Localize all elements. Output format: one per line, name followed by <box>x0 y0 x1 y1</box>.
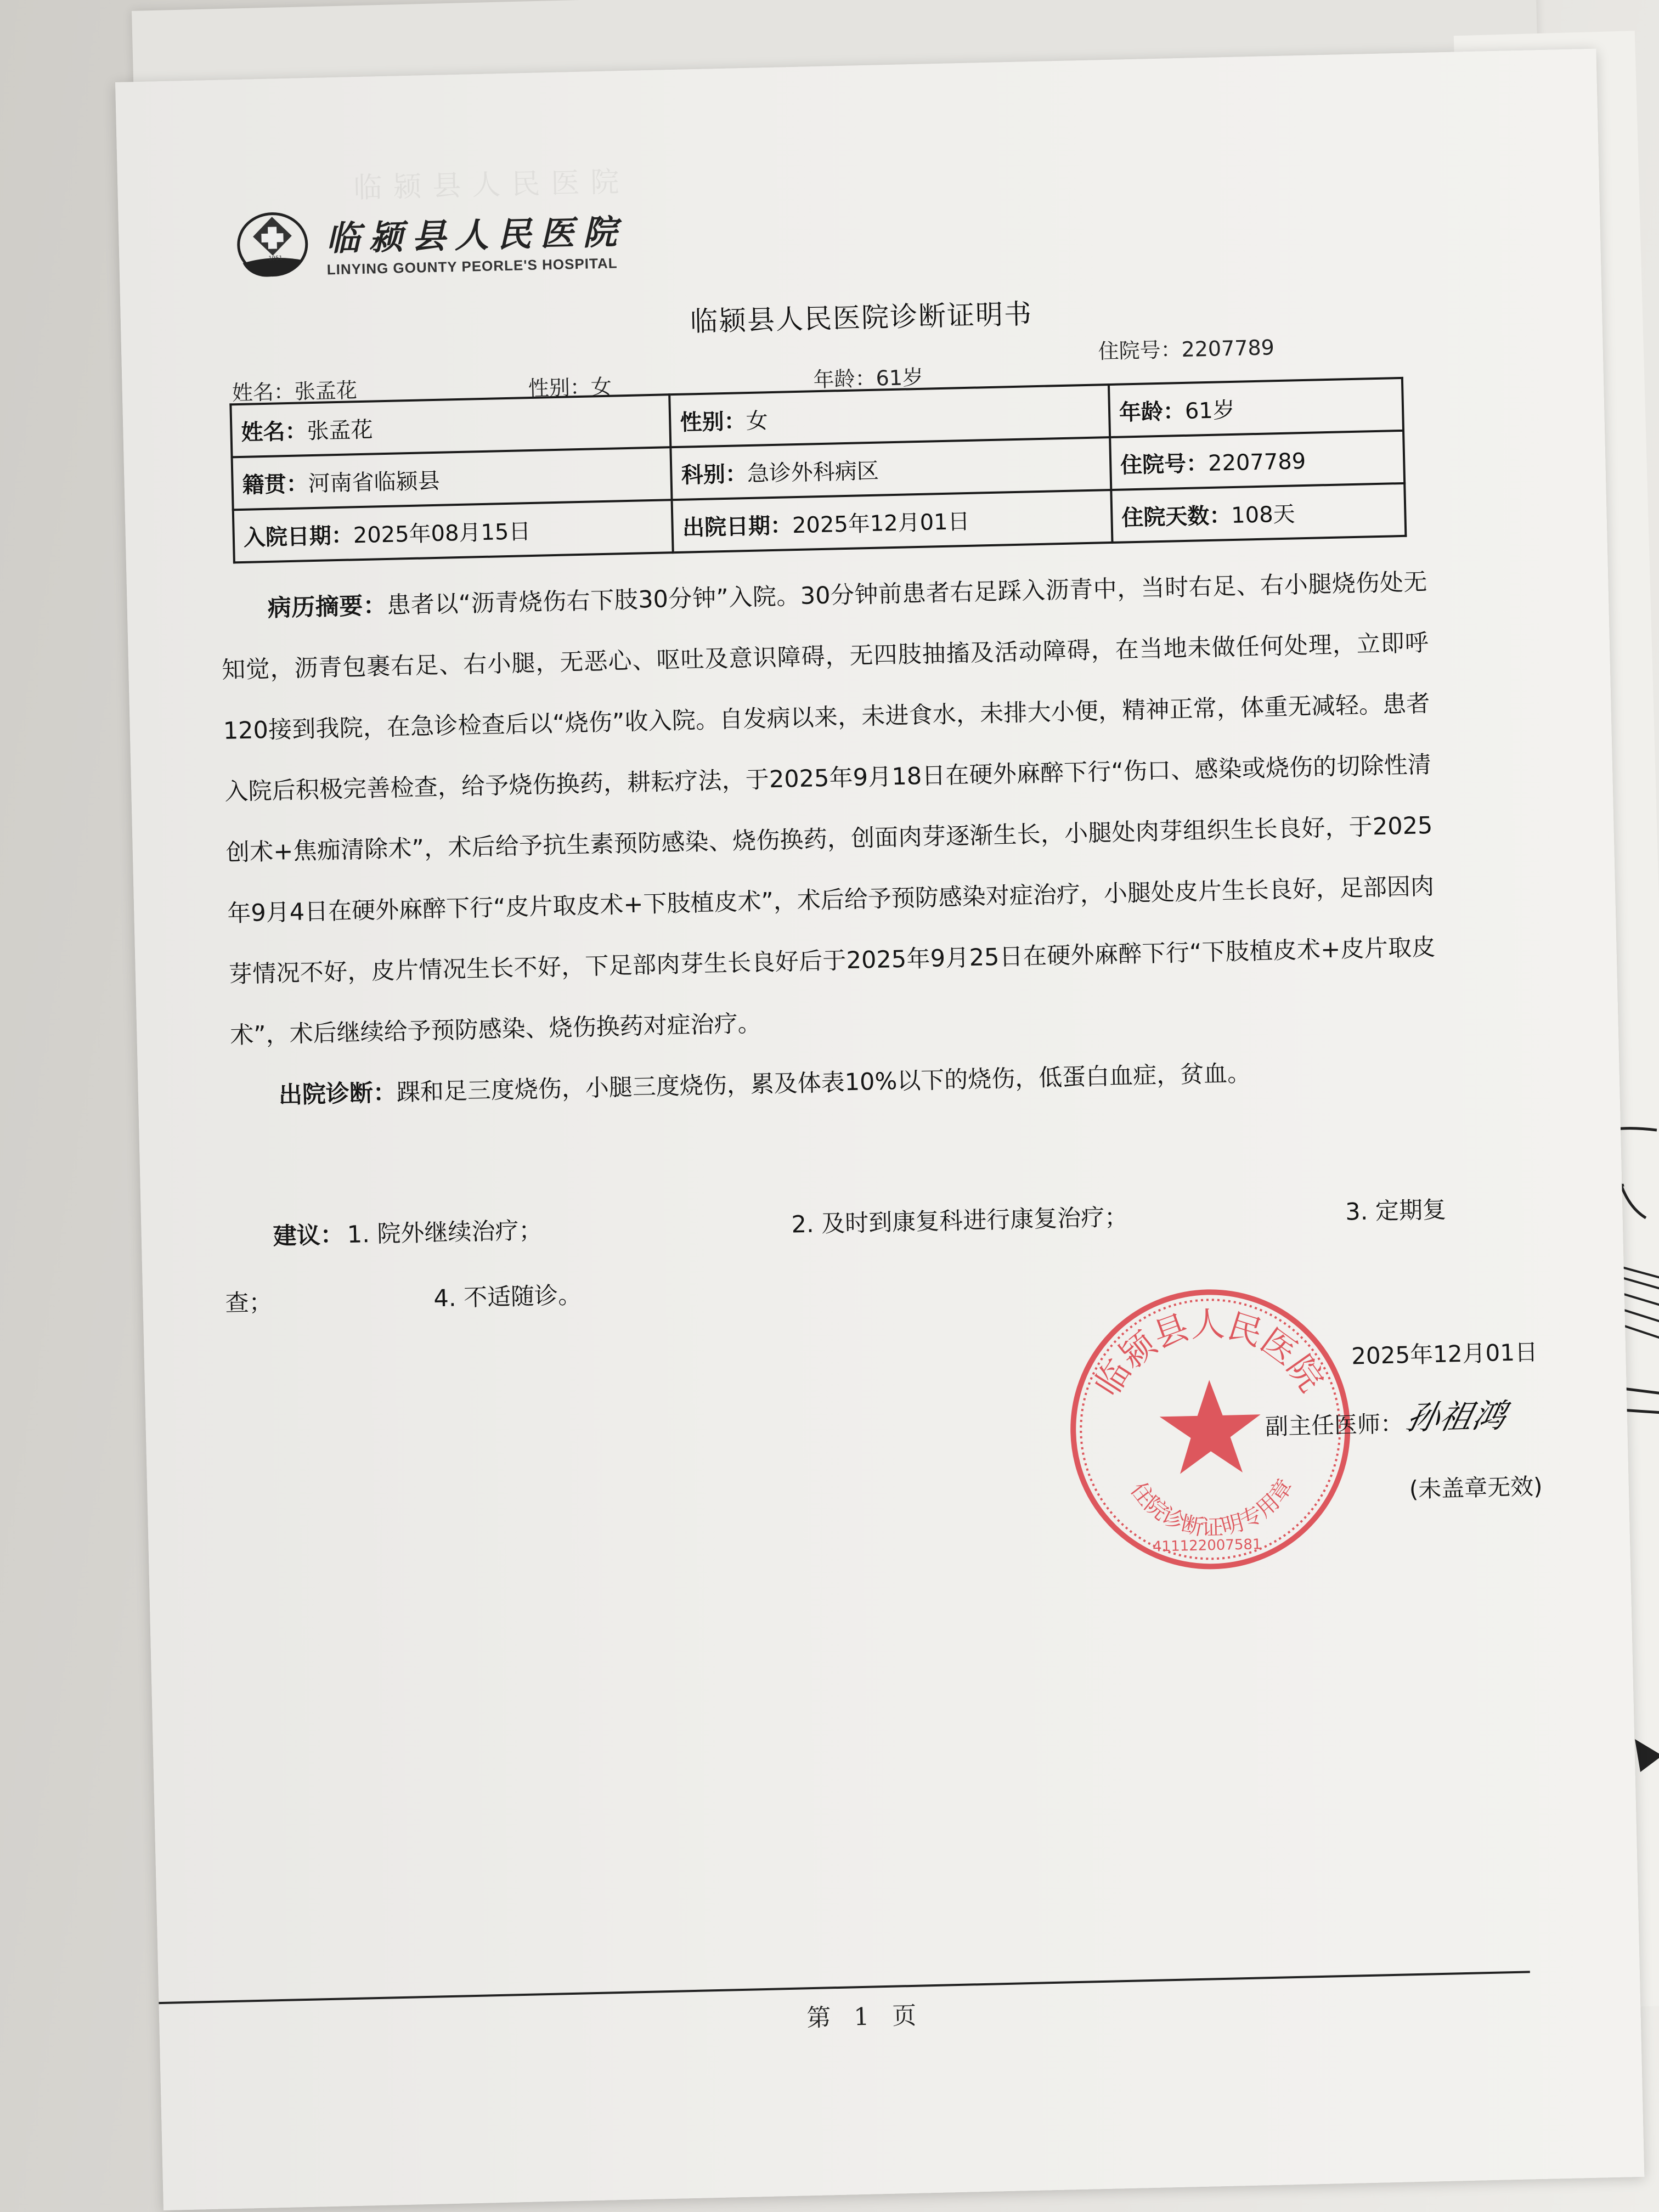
page-number: 第 1 页 <box>806 2001 924 2033</box>
advice-item-1: 1. 院外继续治疗； <box>347 1216 543 1249</box>
table-cell-gender: 性别：女 <box>670 385 1110 447</box>
signature-block <box>1098 1306 1598 1580</box>
table-cell-admission-no: 住院号：2207789 <box>1110 431 1404 490</box>
advice-item-3-cont: 查； <box>224 1289 273 1318</box>
history-summary <box>220 552 1438 1066</box>
hospital-name-cn: 临颍县人民医院 <box>325 211 627 259</box>
table-cell-admission-date: 入院日期：2025年08月15日 <box>233 500 673 562</box>
table-cell-age: 年龄：61岁 <box>1109 378 1403 437</box>
header-name: 姓名：张孟花 <box>232 378 358 405</box>
hospital-name-en: LINYING GOUNTY PEORLE'S HOSPITAL <box>326 255 618 278</box>
doctor-title: 副主任医师： <box>1265 1410 1404 1441</box>
svg-text:临颍县人民医院: 临颍县人民医院 <box>1086 1304 1332 1403</box>
advice-item-3: 3. 定期复 <box>1345 1196 1447 1226</box>
hospital-cross-emblem-icon <box>233 210 317 283</box>
table-cell-native-place: 籍贯：河南省临颍县 <box>232 447 672 510</box>
table-cell-department: 科别：急诊外科病区 <box>671 437 1111 500</box>
document-title: 临颍县人民医院诊断证明书 <box>690 298 1033 338</box>
header-age: 年龄：61岁 <box>813 365 924 392</box>
table-cell-name: 姓名：张孟花 <box>230 394 670 457</box>
diagnosis-text: 踝和足三度烧伤，小腿三度烧伤，累及体表10%以下的烧伤，低蛋白血症，贫血。 <box>396 1059 1251 1107</box>
history-heading: 病历摘要： <box>267 592 387 622</box>
header-gender: 性别：女 <box>528 374 612 401</box>
hospital-name-block <box>325 205 627 278</box>
issue-date: 2025年12月01日 <box>1351 1338 1538 1370</box>
history-text: 患者以“沥青烧伤右下肢30分钟”入院。30分钟前患者右足踩入沥青中，当时右足、右小腿烧伤处无知觉，沥青包裹右足、右小腿，无恶心、呕吐及意识障碍，无四肢抽搐及活动障碍，在当地未做任何处理，立即呼120接到我院，在急诊检查后以“烧伤”收入院。自发病以来，未进食水，未排大小便，精神正常，体重无减轻。患者入院后积极完善检查，给予烧伤换药，耕耘疗法，于2025年9月18日在硬外麻醉下行“伤口、感染或烧伤的切除性清创术+焦痂清除术”，术后给予抗生素预防感染、烧伤换药，创面肉芽逐渐生长，小腿处肉芽组织生长良好，于2025年9月4日在硬外麻醉下行“皮片取皮术+下肢植皮术”，术后给予预防感染对症治疗，小腿处皮片生长良好，足部因肉芽情况不好，皮片情况生长不好，下足部肉芽生长良好后于2025年9月25日在硬外麻醉下行“下肢植皮术+皮片取皮术”，术后继续给予预防感染、烧伤换药对症治疗。 <box>221 568 1436 1049</box>
advice-heading: 建议： <box>273 1221 345 1251</box>
doctor-handwritten-signature: 孙祖鸿 <box>1402 1396 1510 1438</box>
advice-item-2: 2. 及时到康复科进行康复治疗； <box>791 1203 1128 1239</box>
svg-text:1951: 1951 <box>268 255 283 262</box>
validity-note: (未盖章无效) <box>1409 1472 1543 1503</box>
diagnosis-certificate-page <box>115 49 1644 2210</box>
diagnosis-heading: 出院诊断： <box>278 1079 397 1109</box>
svg-text:住院诊断证明专用章: 住院诊断证明专用章 <box>1125 1474 1299 1541</box>
show-through-print: 临颍县人民医院 <box>353 165 631 205</box>
medical-text <box>220 552 1439 1127</box>
hospital-logo <box>233 202 627 283</box>
table-cell-discharge-date: 出院日期：2025年12月01日 <box>672 490 1112 552</box>
advice-item-4: 4. 不适随诊。 <box>433 1282 582 1313</box>
patient-info-table <box>229 377 1407 563</box>
header-admission-no: 住院号：2207789 <box>1098 335 1275 364</box>
svg-text:411122007581: 411122007581 <box>1152 1536 1262 1555</box>
table-cell-stay-days: 住院天数：108天 <box>1111 483 1406 543</box>
